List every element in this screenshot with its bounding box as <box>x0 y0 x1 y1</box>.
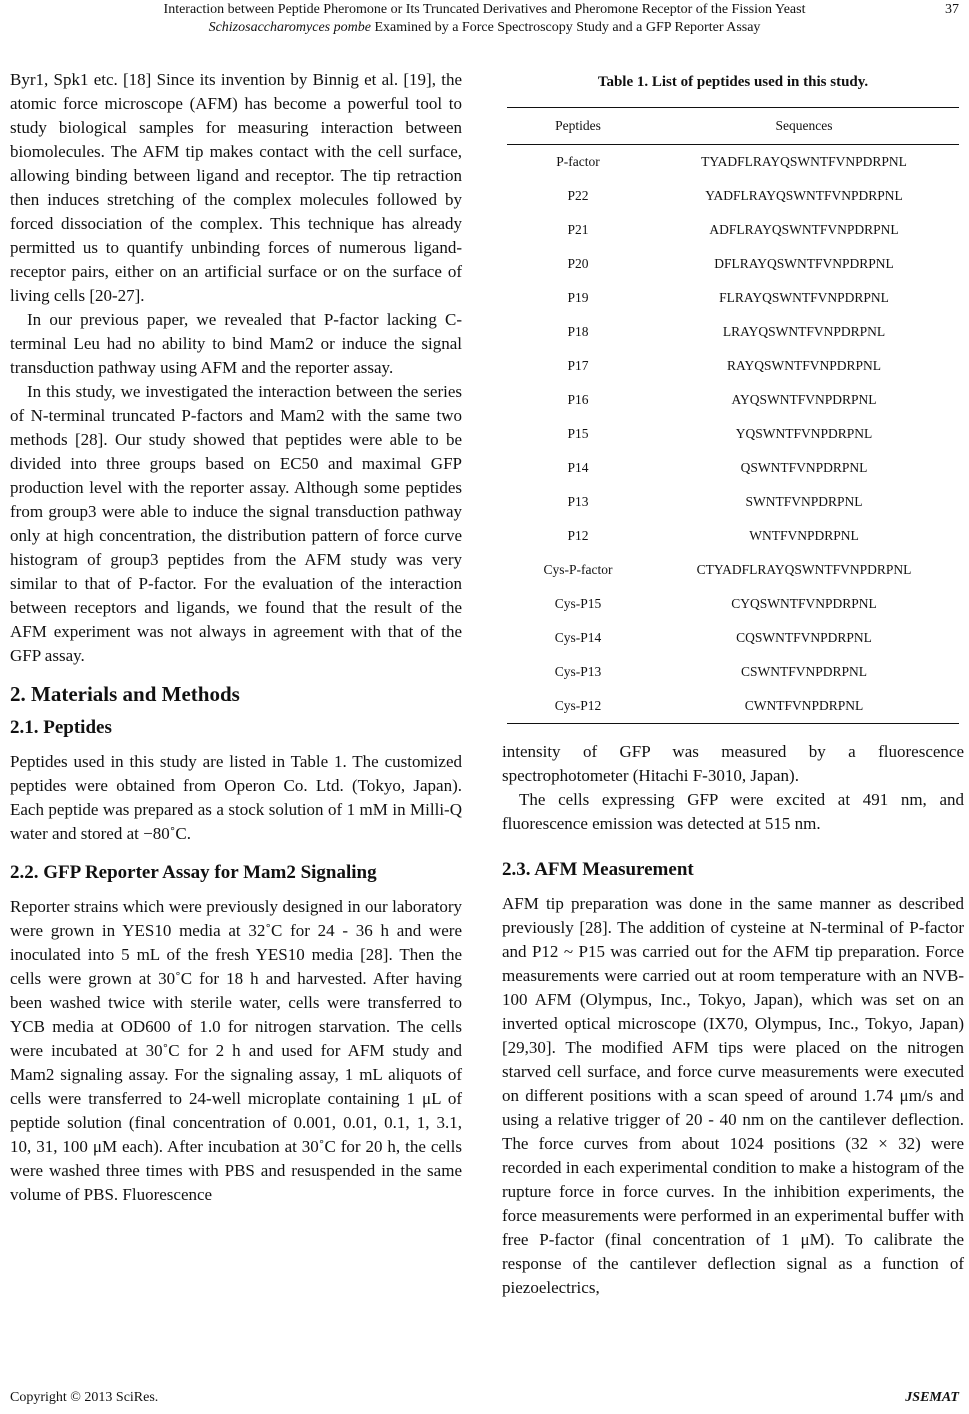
table-row <box>507 179 959 213</box>
sequence-cell: AYQSWNTFVNPDRPNL <box>731 392 877 407</box>
peptide-name-cell: P18 <box>567 324 589 339</box>
section-heading-peptides: 2.1. Peptides <box>10 717 112 738</box>
table-row <box>507 213 959 247</box>
peptide-name-cell: Cys-P-factor <box>543 562 613 577</box>
intro-paragraph-1: Byr1, Spk1 etc. [18] Since its invention by Binnig et al. [19], the atomic force microscope (AFM) has become a powerful tool to study biological samples for measuring interaction between biomolecules. The AFM tip makes contact with the cell surface, allowing binding between ligand and receptor. The tip retraction then induces stretching of the complex molecules followed by forced dissociation of the complex. This technique has already permitted us to quantify unbinding forces of numerous ligand-receptor pairs, either on an artificial surface or on the surface of living cells [20-27]. <box>10 70 462 305</box>
table-row <box>507 621 959 655</box>
peptide-name-cell: P19 <box>567 290 589 305</box>
table-header-row <box>507 108 959 145</box>
table-caption: Table 1. List of peptides used in this study. <box>597 74 869 90</box>
peptide-name-cell: P16 <box>567 392 589 407</box>
peptide-name-cell: P22 <box>567 188 589 203</box>
table-row <box>507 451 959 485</box>
sequence-cell: DFLRAYQSWNTFVNPDRPNL <box>714 256 894 271</box>
peptide-name-cell: P12 <box>567 528 589 543</box>
gfp-assay-paragraph: Reporter strains which were previously designed in our laboratory were grown in YES10 media at 32˚C for 24 - 36 h and were inoculated into 5 mL of the fresh YES10 media [28]. Then the cells were grown at 30˚C for 18 h and harvested. After having been washed twice with sterile water, cells were transferred to YCB media at OD600 of 1.0 for nitrogen starvation. The cells were incubated at 30˚C for 2 h and used for AFM study and Mam2 signaling assay. For the signaling assay, 1 mL aliquots of cells were transferred to 24-well microplate containing 1 μL of peptide solution (final concentration of 0.001, 0.01, 0.1, 1, 3.1, 10, 31, 100 μM each). After incubation at 30˚C for 20 h, the cells were washed three times with PBS and resuspended in the same volume of PBS. Fluorescence <box>10 897 462 1204</box>
peptide-name-cell: P21 <box>567 222 589 237</box>
sequence-cell: QSWNTFVNPDRPNL <box>740 460 868 475</box>
sequence-cell: WNTFVNPDRPNL <box>749 528 859 543</box>
running-header-subtitle <box>0 20 969 36</box>
sequence-cell: ADFLRAYQSWNTFVNPDRPNL <box>709 222 899 237</box>
peptide-name-cell: P20 <box>567 256 589 271</box>
peptide-name-cell: P17 <box>567 358 589 373</box>
right-column <box>502 740 964 1300</box>
peptide-name-cell: Cys-P12 <box>507 689 649 724</box>
table-row <box>507 145 959 180</box>
copyright-footer: Copyright © 2013 SciRes. <box>10 1390 159 1405</box>
sequence-cell: TYADFLRAYQSWNTFVNPDRPNL <box>701 154 907 169</box>
table-row <box>507 587 959 621</box>
species-name: Schizosaccharomyces pombe <box>208 20 371 35</box>
peptide-name-cell: P-factor <box>556 154 600 169</box>
table-row <box>507 519 959 553</box>
running-header-rest: Examined by a Force Spectroscopy Study and a GFP Reporter Assay <box>370 20 761 35</box>
left-column <box>10 68 462 1207</box>
peptide-name-cell: P14 <box>567 460 589 475</box>
peptide-table <box>507 107 959 724</box>
section-heading-materials-methods: 2. Materials and Methods <box>10 682 240 706</box>
intro-paragraph-2: In our previous paper, we revealed that P-factor lacking C-terminal Leu had no ability to bind Mam2 or induce the signal transduction pathway using AFM and the reporter assay. <box>10 310 462 377</box>
sequence-cell: YQSWNTFVNPDRPNL <box>735 426 873 441</box>
column-header-sequences: Sequences <box>649 108 959 145</box>
sequence-cell: CQSWNTFVNPDRPNL <box>736 630 872 645</box>
gfp-continuation-paragraph: intensity of GFP was measured by a fluorescence spectrophotometer (Hitachi F-3010, Japan). <box>502 742 964 785</box>
table-row <box>507 247 959 281</box>
sequence-cell: LRAYQSWNTFVNPDRPNL <box>722 324 886 339</box>
table-row <box>507 383 959 417</box>
running-header-title: Interaction between Peptide Pheromone or Its Truncated Derivatives and Pheromone Receptor of the Fission Yeast <box>163 2 806 17</box>
section-heading-afm: 2.3. AFM Measurement <box>502 859 694 880</box>
page-number: 37 <box>945 2 959 17</box>
table-row <box>507 655 959 689</box>
table-row <box>507 417 959 451</box>
sequence-cell: CYQSWNTFVNPDRPNL <box>731 596 877 611</box>
sequence-cell: CSWNTFVNPDRPNL <box>740 664 868 679</box>
afm-paragraph: AFM tip preparation was done in the same manner as described previously [28]. The addition of cysteine at N-terminal of P-factor and P12 ~ P15 was carried out for the AFM tip preparation. Force measurements were carried out at room temperature with an NVB-100 AFM (Olympus, Inc., Tokyo, Japan), which was set on an inverted optical microscope (IX70, Olympus, Inc., Tokyo, Japan) [29,30]. The modified AFM tips were placed on the nitrogen starved cell surface, and force curve measurements were executed on different positions with a scan speed of around 1.74 μm/s and using a relative trigger of 20 - 40 nm on the cantilever deflection. The force curves from about 1024 positions (32 × 32) were recorded in each experimental condition to make a histogram of the rupture force in force curves. In the inhibition experiments, the force measurements were performed in an experimental buffer with free P-factor (final concentration of 1 μM). To calibrate the response of the cantilever deflection signal as a function of piezoelectrics, <box>502 894 964 1297</box>
column-header-peptides: Peptides <box>507 108 649 145</box>
table-row <box>507 349 959 383</box>
journal-footer: JSEMAT <box>905 1390 959 1405</box>
peptide-name-cell: P15 <box>567 426 589 441</box>
table-row <box>507 281 959 315</box>
sequence-cell: FLRAYQSWNTFVNPDRPNL <box>719 290 889 305</box>
table-row <box>507 689 959 724</box>
sequence-cell: SWNTFVNPDRPNL <box>745 494 863 509</box>
section-heading-gfp-assay: 2.2. GFP Reporter Assay for Mam2 Signaling <box>10 862 377 883</box>
sequence-cell: CTYADFLRAYQSWNTFVNPDRPNL <box>696 562 912 577</box>
peptide-name-cell: P13 <box>567 494 589 509</box>
table-row <box>507 485 959 519</box>
peptides-paragraph: Peptides used in this study are listed in Table 1. The customized peptides were obtained from Operon Co. Ltd. (Tokyo, Japan). Each peptide was prepared as a stock solution of 1 mM in Milli-Q water and stored at −80˚C. <box>10 752 462 843</box>
peptide-name-cell: Cys-P13 <box>554 664 602 679</box>
peptide-name-cell: Cys-P15 <box>554 596 602 611</box>
sequence-cell: RAYQSWNTFVNPDRPNL <box>726 358 882 373</box>
peptide-name-cell: Cys-P14 <box>554 630 602 645</box>
sequence-cell: CWNTFVNPDRPNL <box>649 689 959 724</box>
table-row <box>507 315 959 349</box>
sequence-cell: YADFLRAYQSWNTFVNPDRPNL <box>705 188 903 203</box>
excitation-paragraph: The cells expressing GFP were excited at 491 nm, and fluorescence emission was detected at 515 nm. <box>502 790 964 833</box>
table-row <box>507 553 959 587</box>
intro-paragraph-3: In this study, we investigated the interaction between the series of N-terminal truncated P-factors and Mam2 with the same two methods [28]. Our study showed that peptides were able to be divided into three groups based on EC50 and maximal GFP production level with the reporter assay. Although some peptides from group3 were able to induce the signal transduction pathway only at high concentration, the distribution pattern of force curve histogram of group3 peptides from the AFM study was very similar to that of P-factor. For the evaluation of the interaction between receptors and ligands, we found that the result of the AFM experiment was not always in agreement with that of the GFP assay. <box>10 382 462 665</box>
